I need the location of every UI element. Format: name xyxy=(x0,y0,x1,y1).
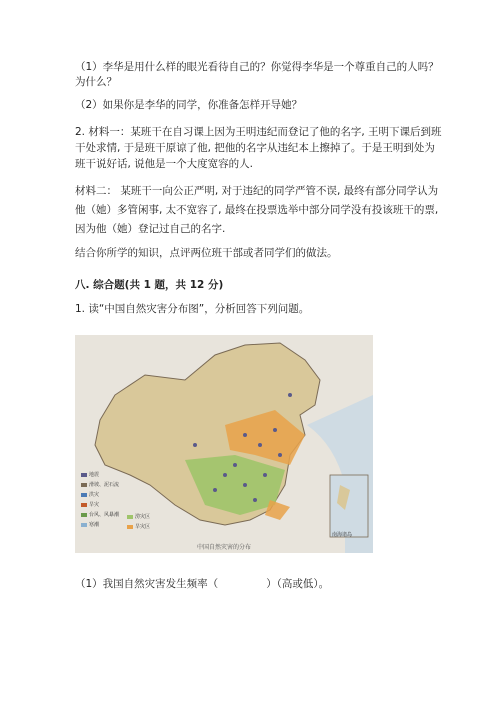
material-2-line-1: 材料二： 某班干一向公正严明, 对于违纪的同学严管不误, 最终有部分同学认为 xyxy=(75,185,439,197)
map-graphic xyxy=(75,335,373,553)
material-1-line-3: 班干说好话, 说他是一个大度宽容的人. xyxy=(75,158,254,170)
legend-landslide: 滑坡、泥石流 xyxy=(81,481,119,488)
legend-drought: 旱灾 xyxy=(81,501,99,508)
material-1-line-1: 2. 材料一：某班干在自习课上因为王明违纪而登记了他的名字, 王明下课后到班 xyxy=(75,126,442,138)
legend-typhoon: 台风、风暴潮 xyxy=(81,511,119,518)
inset-label: 南海诸岛 xyxy=(332,532,353,538)
legend-flood: 洪灾 xyxy=(81,491,99,498)
combine-instruction: 结合你所学的知识，点评两位班干部或者同学们的做法。 xyxy=(75,247,338,259)
legend-cold-wave: 寒潮 xyxy=(81,521,99,528)
legend-flood-zone: 涝灾区 xyxy=(127,513,150,520)
question-1: （1）李华是用什么样的眼光看待自己的？你觉得李华是一个尊重自己的人吗？ xyxy=(75,61,439,73)
section-title: 八. 综合题(共 1 题，共 12 分) xyxy=(75,279,224,291)
china-disaster-map xyxy=(75,335,373,553)
read-map-question: 1. 读“中国自然灾害分布图”，分析回答下列问题。 xyxy=(75,303,310,315)
question-2: （2）如果你是李华的同学，你准备怎样开导她？ xyxy=(75,99,303,111)
map-caption: 中国自然灾害的分布 xyxy=(196,544,251,551)
question-1-cont: 为什么？ xyxy=(75,76,117,88)
last-question: （1）我国自然灾害发生频率（ ）（高或低）。 xyxy=(75,578,330,590)
material-2-line-2: 他（她）多管闲事, 太不宽容了, 最终在投票选举中部分同学没有投该班干的票, xyxy=(75,204,439,216)
legend-earthquake: 地震 xyxy=(81,471,99,478)
material-2-line-3: 因为他（她）登记过自己的名字. xyxy=(75,223,226,235)
material-1-line-2: 干处求情, 于是班干原谅了他, 把他的名字从违纪本上擦掉了。于是王明到处为 xyxy=(75,142,435,154)
legend-drought-zone: 旱灾区 xyxy=(127,523,150,530)
